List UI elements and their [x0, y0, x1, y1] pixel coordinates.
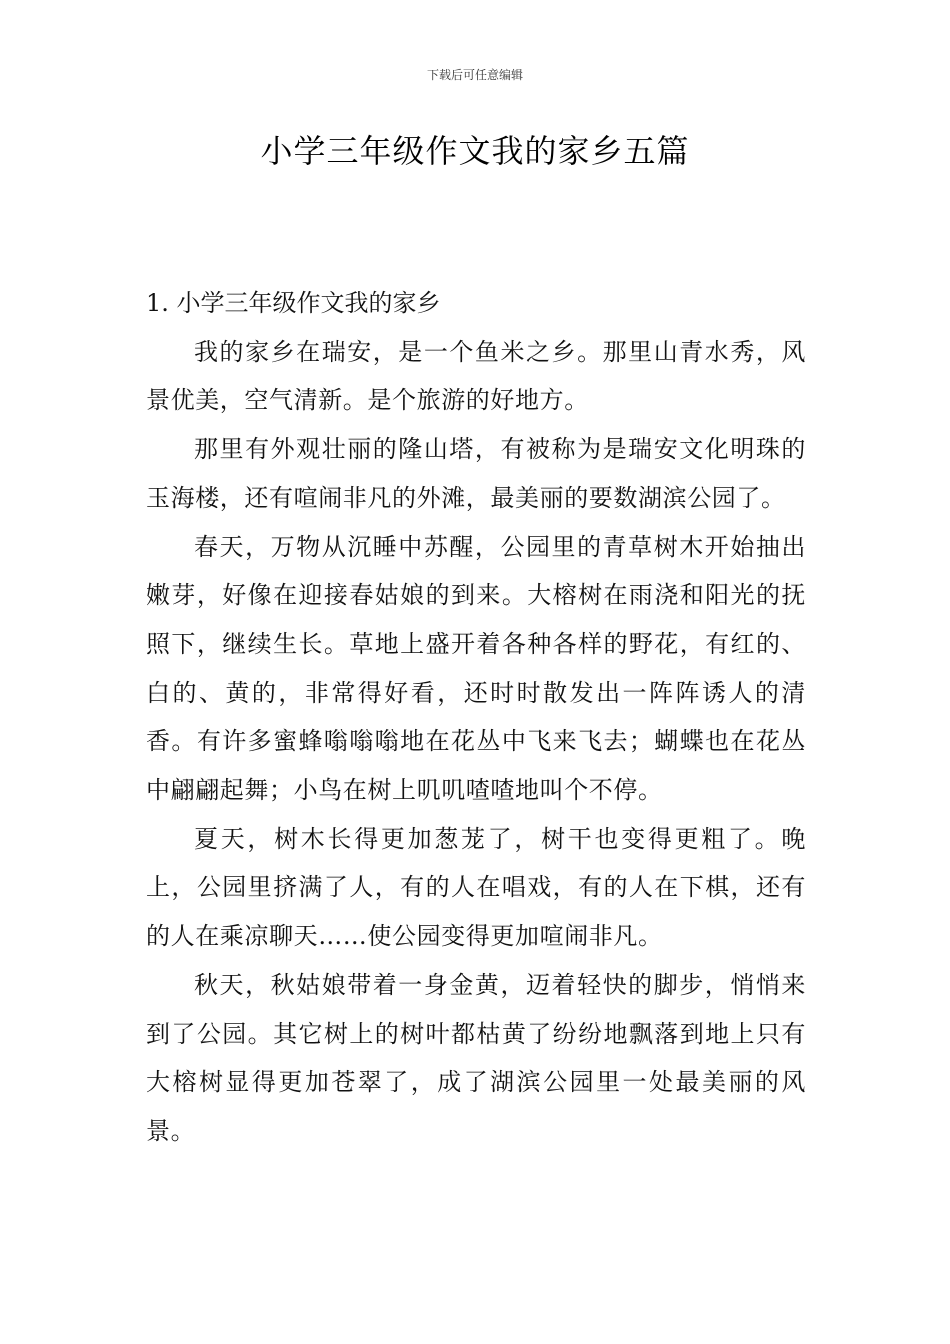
paragraph: 秋天，秋姑娘带着一身金黄，迈着轻快的脚步，悄悄来到了公园。其它树上的树叶都枯黄了纷纷地飘落到地上只有大榕树显得更加苍翠了，成了湖滨公园里一处最美丽的风景。 [146, 970, 806, 1145]
document-body [146, 279, 806, 1156]
paragraph: 我的家乡在瑞安，是一个鱼米之乡。那里山青水秀，风景优美，空气清新。是个旅游的好地方。 [146, 337, 806, 415]
paragraph: 那里有外观壮丽的隆山塔，有被称为是瑞安文化明珠的玉海楼，还有喧闹非凡的外滩，最美丽的要数湖滨公园了。 [146, 435, 806, 512]
document-title: 小学三年级作文我的家乡五篇 [260, 132, 690, 170]
header-note: 下载后可任意编辑 [426, 68, 523, 82]
paragraph: 春天，万物从沉睡中苏醒，公园里的青草树木开始抽出嫩芽，好像在迎接春姑娘的到来。大榕树在雨浇和阳光的抚照下，继续生长。草地上盛开着各种各样的野花，有红的、白的、黄的，非常得好看，还时时散发出一阵阵诱人的清香。有许多蜜蜂嗡嗡嗡地在花丛中飞来飞去；蝴蝶也在花丛中翩翩起舞；小鸟在树上叽叽喳喳地叫个不停。 [146, 532, 806, 805]
section-heading: 1. 小学三年级作文我的家乡 [146, 289, 441, 317]
paragraph: 夏天，树木长得更加葱茏了，树干也变得更粗了。晚上，公园里挤满了人，有的人在唱戏，有的人在下棋，还有的人在乘凉聊天……使公园变得更加喧闹非凡。 [146, 824, 806, 951]
